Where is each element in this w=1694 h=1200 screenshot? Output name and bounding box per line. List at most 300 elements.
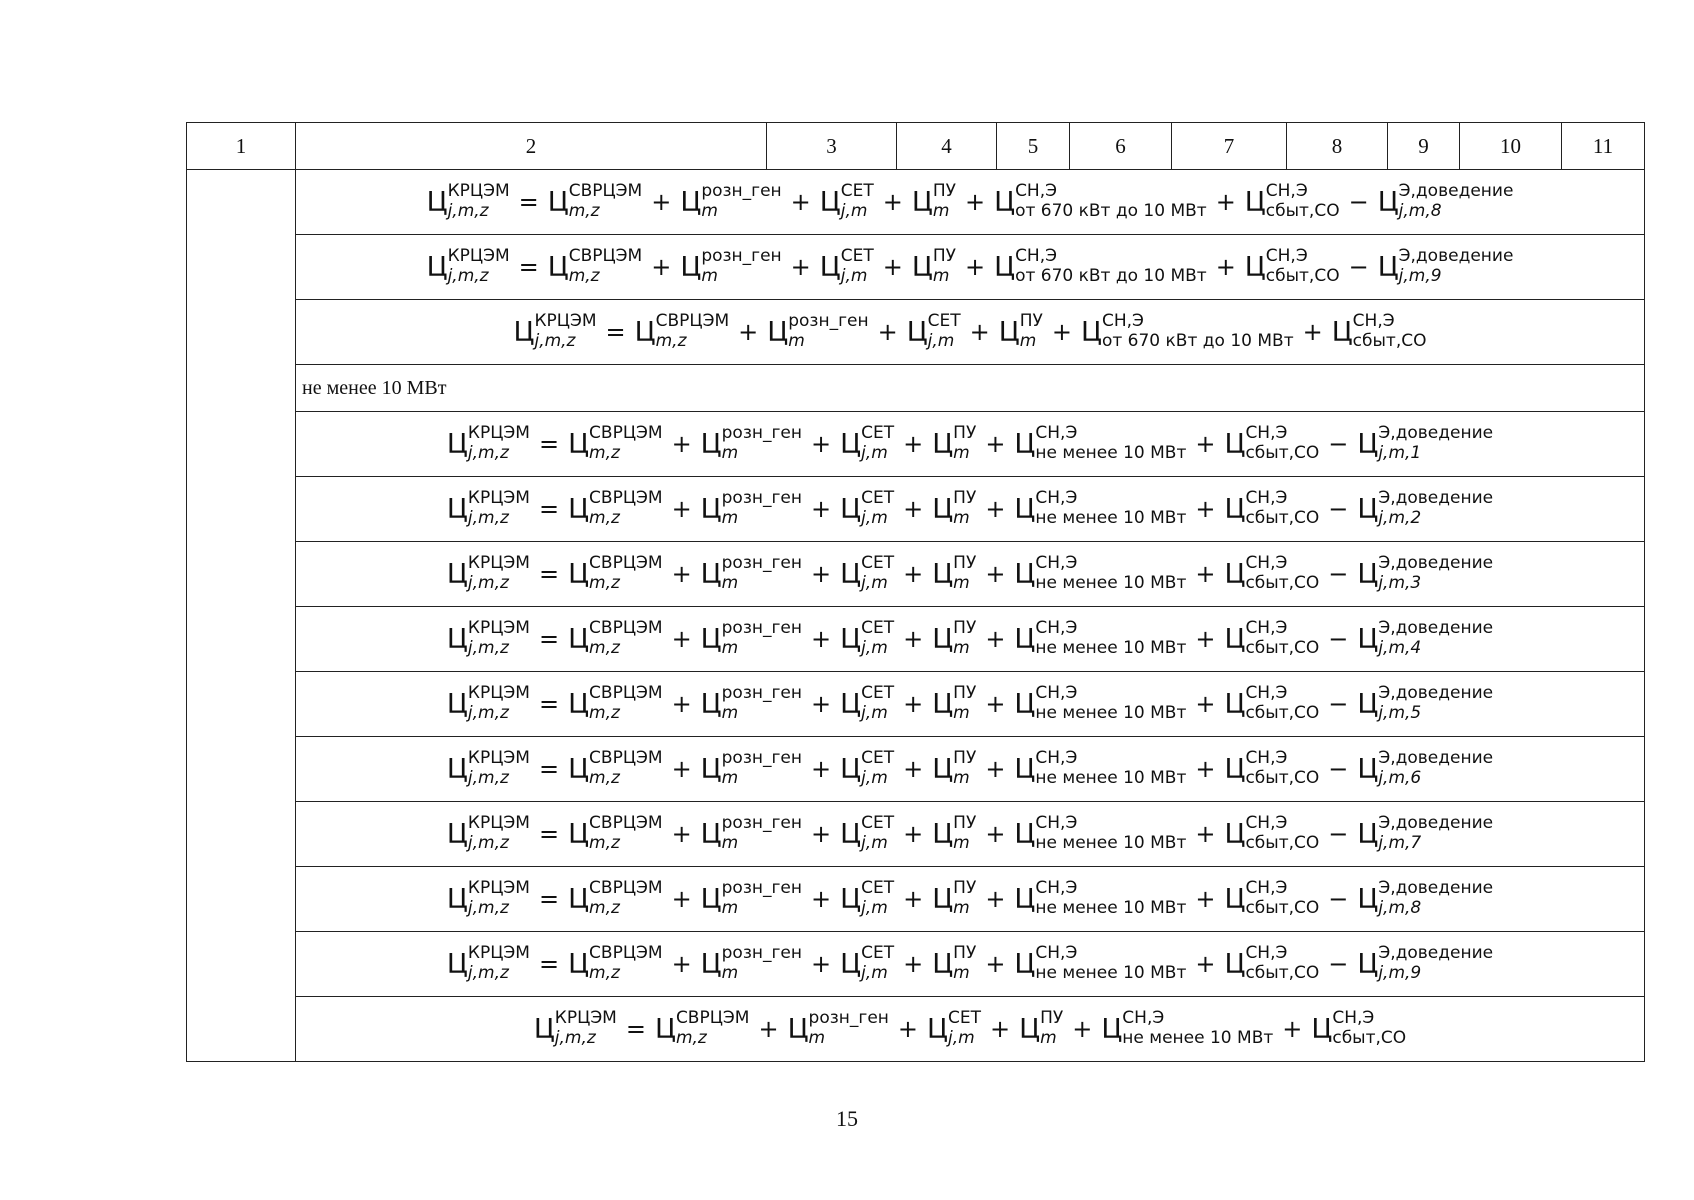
term-superscript: КРЦЭМ xyxy=(467,423,530,444)
formula-operator: + xyxy=(1215,253,1236,281)
term-subscript: j,m,6 xyxy=(1378,768,1422,788)
formula-term xyxy=(701,750,802,788)
header-cell: 9 xyxy=(1388,123,1460,170)
term-superscript: КРЦЭМ xyxy=(467,683,530,704)
term-indices xyxy=(1245,425,1319,463)
term-indices xyxy=(861,880,894,918)
term-superscript: СВРЦЭМ xyxy=(589,423,663,444)
term-superscript: розн_ген xyxy=(721,943,802,964)
formula xyxy=(444,685,1496,723)
formula xyxy=(444,425,1496,463)
term-indices xyxy=(1378,490,1493,528)
term-indices xyxy=(1378,945,1493,983)
price-symbol: Ц xyxy=(1081,316,1102,348)
formula-operator: = xyxy=(518,188,539,216)
formula-operator: = xyxy=(538,430,560,458)
term-indices xyxy=(722,620,802,658)
term-indices xyxy=(948,1010,981,1048)
term-indices xyxy=(589,490,663,528)
formula-term xyxy=(1224,750,1319,788)
price-symbol: Ц xyxy=(1014,493,1036,525)
term-superscript: СВРЦЭМ xyxy=(568,181,643,202)
price-symbol: Ц xyxy=(840,753,862,785)
term-subscript: от 670 кВт до 10 МВт xyxy=(1015,266,1207,286)
term-indices xyxy=(589,685,663,723)
price-symbol: Ц xyxy=(819,251,841,283)
term-indices xyxy=(1245,880,1319,918)
term-superscript: СЕТ xyxy=(861,813,895,834)
price-symbol: Ц xyxy=(932,493,954,525)
price-symbol: Ц xyxy=(1224,623,1246,655)
tariff-table xyxy=(186,122,1645,1062)
term-subscript: j,m,z xyxy=(467,963,509,983)
formula-term xyxy=(912,183,956,221)
term-superscript: СН,Э xyxy=(1245,813,1288,834)
formula-operator: + xyxy=(1195,885,1216,913)
term-indices xyxy=(701,183,781,221)
term-subscript: m xyxy=(953,833,970,853)
term-superscript: СЕТ xyxy=(861,618,895,639)
term-subscript: m,z xyxy=(589,963,620,983)
term-subscript: сбыт,СО xyxy=(1245,963,1320,983)
term-subscript: m xyxy=(953,638,970,658)
term-subscript: j,m xyxy=(861,898,888,918)
formula-term xyxy=(568,555,663,593)
term-subscript: не менее 10 МВт xyxy=(1035,703,1187,723)
price-symbol: Ц xyxy=(1224,428,1246,460)
header-row xyxy=(187,123,1645,170)
term-subscript: не менее 10 МВт xyxy=(1035,833,1187,853)
formula-row xyxy=(187,170,1645,235)
term-superscript: СВРЦЭМ xyxy=(589,943,663,964)
formula-term xyxy=(932,750,976,788)
formula-term xyxy=(568,490,663,528)
formula-term xyxy=(932,815,976,853)
term-indices xyxy=(1378,425,1493,463)
term-superscript: ПУ xyxy=(953,488,977,509)
term-subscript: j,m xyxy=(840,266,868,286)
term-superscript: СН,Э xyxy=(1035,813,1078,834)
formula-term xyxy=(1014,490,1186,528)
price-symbol: Ц xyxy=(446,688,468,720)
formula-operator: + xyxy=(985,690,1006,718)
term-subscript: j,m,z xyxy=(467,833,509,853)
price-symbol: Ц xyxy=(1224,688,1246,720)
formula-operator: + xyxy=(671,885,692,913)
formula-term xyxy=(447,750,530,788)
term-indices xyxy=(722,555,802,593)
price-symbol: Ц xyxy=(700,558,722,590)
formula-operator: + xyxy=(985,625,1006,653)
term-superscript: СН,Э xyxy=(1035,423,1078,444)
formula-term xyxy=(1378,183,1514,221)
term-subscript: m,z xyxy=(568,201,600,221)
formula-operator: + xyxy=(1195,755,1216,783)
term-superscript: Э,доведение xyxy=(1378,878,1494,899)
term-superscript: Э,доведение xyxy=(1378,683,1494,704)
term-subscript: сбыт,СО xyxy=(1332,1028,1407,1048)
formula-cell xyxy=(296,542,1645,607)
term-subscript: m xyxy=(701,201,718,221)
term-subscript: m xyxy=(1019,331,1037,351)
term-superscript: Э,доведение xyxy=(1378,618,1494,639)
formula-term xyxy=(932,880,976,918)
header-cell: 3 xyxy=(767,123,897,170)
price-symbol: Ц xyxy=(513,316,535,348)
price-symbol: Ц xyxy=(840,493,862,525)
term-indices xyxy=(722,815,802,853)
price-symbol: Ц xyxy=(1357,948,1379,980)
formula xyxy=(444,945,1496,983)
term-superscript: СН,Э xyxy=(1245,683,1288,704)
formula xyxy=(424,248,1517,286)
formula-term xyxy=(701,945,802,983)
formula-operator: + xyxy=(1195,950,1216,978)
term-superscript: Э,доведение xyxy=(1378,488,1494,509)
formula-operator: + xyxy=(903,950,924,978)
term-superscript: КРЦЭМ xyxy=(447,246,510,267)
formula-term xyxy=(840,945,894,983)
formula-term xyxy=(701,425,802,463)
term-subscript: сбыт,СО xyxy=(1245,768,1320,788)
term-superscript: розн_ген xyxy=(721,813,802,834)
formula-operator: = xyxy=(538,690,560,718)
header-cell: 6 xyxy=(1070,123,1172,170)
term-indices xyxy=(468,945,530,983)
formula-term xyxy=(840,685,894,723)
term-subscript: не менее 10 МВт xyxy=(1035,898,1187,918)
term-superscript: КРЦЭМ xyxy=(467,618,530,639)
formula xyxy=(444,880,1496,918)
term-superscript: СВРЦЭМ xyxy=(589,748,663,769)
term-superscript: СН,Э xyxy=(1265,181,1308,202)
formula-term xyxy=(447,945,530,983)
term-subscript: m,z xyxy=(568,266,600,286)
formula-operator: + xyxy=(985,950,1006,978)
term-indices xyxy=(1378,555,1493,593)
term-indices xyxy=(1399,183,1514,221)
formula-term xyxy=(840,815,894,853)
header-cell: 10 xyxy=(1460,123,1562,170)
term-superscript: СН,Э xyxy=(1245,553,1288,574)
price-symbol: Ц xyxy=(426,186,448,218)
term-subscript: j,m,z xyxy=(467,508,509,528)
term-superscript: КРЦЭМ xyxy=(554,1008,617,1029)
formula-term xyxy=(701,490,802,528)
term-superscript: СВРЦЭМ xyxy=(589,618,663,639)
formula-cell xyxy=(296,802,1645,867)
formula-operator: + xyxy=(811,950,832,978)
formula-term xyxy=(635,313,730,351)
formula-term xyxy=(907,313,961,351)
term-subscript: m,z xyxy=(589,703,620,723)
term-subscript: m,z xyxy=(589,833,620,853)
formula-term xyxy=(534,1010,617,1048)
price-symbol: Ц xyxy=(906,316,928,348)
term-superscript: розн_ген xyxy=(788,311,869,332)
term-superscript: СН,Э xyxy=(1035,878,1078,899)
formula-row xyxy=(187,235,1645,300)
price-symbol: Ц xyxy=(1224,493,1246,525)
formula-operator: + xyxy=(671,820,692,848)
formula-term xyxy=(1224,490,1319,528)
formula-term xyxy=(447,425,530,463)
header-cell: 2 xyxy=(296,123,767,170)
formula-operator: + xyxy=(651,253,672,281)
term-subscript: m xyxy=(701,266,718,286)
term-subscript: сбыт,СО xyxy=(1245,443,1320,463)
term-indices xyxy=(1245,685,1319,723)
formula-operator: + xyxy=(671,625,692,653)
formula-term xyxy=(1224,815,1319,853)
term-indices xyxy=(468,555,530,593)
formula-row xyxy=(187,542,1645,607)
formula-operator: − xyxy=(1328,560,1349,588)
term-subscript: j,m xyxy=(861,638,888,658)
price-symbol: Ц xyxy=(446,948,468,980)
term-indices xyxy=(1378,620,1493,658)
formula-operator: − xyxy=(1328,950,1349,978)
formula-operator: + xyxy=(671,495,692,523)
formula-operator: + xyxy=(811,495,832,523)
price-symbol: Ц xyxy=(840,818,862,850)
term-superscript: СЕТ xyxy=(947,1008,981,1029)
term-subscript: m xyxy=(788,331,805,351)
formula-term xyxy=(1101,1010,1273,1048)
formula-term xyxy=(820,248,874,286)
formula-operator: − xyxy=(1328,690,1349,718)
formula-term xyxy=(912,248,956,286)
term-subscript: m xyxy=(721,833,739,853)
formula-row xyxy=(187,997,1645,1062)
term-indices xyxy=(1266,183,1340,221)
formula-term xyxy=(427,248,510,286)
price-symbol: Ц xyxy=(1331,316,1353,348)
price-symbol: Ц xyxy=(533,1013,555,1045)
formula-term xyxy=(840,880,894,918)
formula-term xyxy=(447,685,530,723)
formula-term xyxy=(680,248,781,286)
term-superscript: СН,Э xyxy=(1035,683,1078,704)
term-superscript: КРЦЭМ xyxy=(467,813,530,834)
term-indices xyxy=(953,815,976,853)
price-symbol: Ц xyxy=(1224,818,1246,850)
formula-term xyxy=(1224,685,1319,723)
formula-cell xyxy=(296,412,1645,477)
formula-term xyxy=(1014,880,1186,918)
term-subscript: сбыт,СО xyxy=(1245,898,1320,918)
term-subscript: m xyxy=(721,963,739,983)
formula-term xyxy=(820,183,874,221)
term-superscript: СЕТ xyxy=(840,181,874,202)
formula-operator: = xyxy=(538,495,560,523)
term-subscript: j,m xyxy=(861,573,888,593)
formula-operator: + xyxy=(671,950,692,978)
term-indices xyxy=(676,1010,750,1048)
term-subscript: m xyxy=(721,638,739,658)
header-cell: 5 xyxy=(997,123,1070,170)
term-subscript: j,m xyxy=(861,508,888,528)
term-subscript: не менее 10 МВт xyxy=(1035,638,1187,658)
term-superscript: КРЦЭМ xyxy=(467,878,530,899)
price-symbol: Ц xyxy=(446,558,468,590)
term-indices xyxy=(1399,248,1514,286)
term-indices xyxy=(861,685,894,723)
formula xyxy=(444,620,1496,658)
price-symbol: Ц xyxy=(1377,186,1399,218)
formula-term xyxy=(427,183,510,221)
formula-term xyxy=(701,815,802,853)
term-indices xyxy=(861,490,894,528)
term-subscript: m xyxy=(721,768,739,788)
term-subscript: j,m,z xyxy=(467,573,509,593)
formula-row xyxy=(187,672,1645,737)
term-indices xyxy=(953,425,976,463)
price-symbol: Ц xyxy=(1357,753,1379,785)
formula-cell xyxy=(296,932,1645,997)
formula-term xyxy=(568,685,663,723)
term-subscript: j,m xyxy=(861,963,888,983)
formula-term xyxy=(548,248,643,286)
formula-operator: + xyxy=(1282,1015,1303,1043)
term-indices xyxy=(569,183,643,221)
formula-term xyxy=(1014,945,1186,983)
term-subscript: j,m,3 xyxy=(1378,573,1422,593)
formula-cell xyxy=(296,997,1645,1062)
formula-operator: + xyxy=(964,188,986,216)
term-superscript: СН,Э xyxy=(1035,618,1078,639)
price-symbol: Ц xyxy=(1224,558,1246,590)
formula-term xyxy=(701,685,802,723)
term-superscript: СН,Э xyxy=(1245,943,1288,964)
term-subscript: m xyxy=(721,443,739,463)
price-symbol: Ц xyxy=(568,623,590,655)
formula-operator: + xyxy=(903,885,924,913)
term-superscript: СН,Э xyxy=(1245,423,1288,444)
term-indices xyxy=(861,945,894,983)
term-superscript: ПУ xyxy=(953,423,977,444)
term-subscript: сбыт,СО xyxy=(1245,508,1320,528)
formula-cell xyxy=(296,170,1645,235)
formula-cell xyxy=(296,477,1645,542)
term-superscript: СВРЦЭМ xyxy=(589,553,663,574)
term-superscript: СЕТ xyxy=(861,683,895,704)
term-indices xyxy=(468,880,530,918)
header-cell: 4 xyxy=(897,123,997,170)
price-symbol: Ц xyxy=(1357,493,1379,525)
term-indices xyxy=(448,183,510,221)
term-superscript: Э,доведение xyxy=(1378,748,1494,769)
term-superscript: КРЦЭМ xyxy=(467,553,530,574)
formula-operator: = xyxy=(605,318,626,346)
term-indices xyxy=(1035,620,1186,658)
term-indices xyxy=(953,750,976,788)
formula-operator: − xyxy=(1348,253,1369,281)
price-symbol: Ц xyxy=(568,753,590,785)
formula-term xyxy=(1357,620,1493,658)
term-indices xyxy=(953,685,976,723)
formula-operator: = xyxy=(625,1015,646,1043)
term-superscript: СН,Э xyxy=(1035,553,1078,574)
formula-operator: + xyxy=(985,885,1006,913)
term-indices xyxy=(1102,313,1294,351)
formula-operator: − xyxy=(1328,885,1349,913)
term-indices xyxy=(1245,490,1319,528)
term-superscript: розн_ген xyxy=(721,748,802,769)
price-symbol: Ц xyxy=(1377,251,1399,283)
term-indices xyxy=(569,248,643,286)
formula-term xyxy=(514,313,597,351)
formula-operator: + xyxy=(903,560,924,588)
term-indices xyxy=(722,685,802,723)
term-subscript: не менее 10 МВт xyxy=(1035,508,1187,528)
term-superscript: СЕТ xyxy=(861,748,895,769)
term-superscript: розн_ген xyxy=(721,618,802,639)
term-superscript: СВРЦЭМ xyxy=(568,246,643,267)
term-superscript: СЕТ xyxy=(840,246,874,267)
term-indices xyxy=(1015,183,1207,221)
formula-term xyxy=(680,183,781,221)
term-indices xyxy=(861,425,894,463)
formula-operator: + xyxy=(811,560,832,588)
formula-row xyxy=(187,802,1645,867)
price-symbol: Ц xyxy=(700,948,722,980)
formula-term xyxy=(568,815,663,853)
price-symbol: Ц xyxy=(994,251,1016,283)
price-symbol: Ц xyxy=(819,186,841,218)
price-symbol: Ц xyxy=(700,753,722,785)
price-symbol: Ц xyxy=(568,883,590,915)
price-symbol: Ц xyxy=(1357,818,1379,850)
term-subscript: сбыт,СО xyxy=(1245,703,1320,723)
term-indices xyxy=(861,750,894,788)
price-symbol: Ц xyxy=(932,818,954,850)
formula-operator: + xyxy=(651,188,672,216)
term-subscript: m,z xyxy=(589,898,620,918)
price-symbol: Ц xyxy=(911,186,933,218)
formula-term xyxy=(568,880,663,918)
formula-term xyxy=(840,425,894,463)
header-cell: 8 xyxy=(1287,123,1388,170)
term-subscript: сбыт,СО xyxy=(1245,638,1320,658)
term-indices xyxy=(589,555,663,593)
term-subscript: j,m,z xyxy=(467,443,509,463)
term-subscript: j,m,z xyxy=(554,1028,596,1048)
term-indices xyxy=(589,620,663,658)
term-subscript: m xyxy=(953,963,970,983)
formula-operator: + xyxy=(811,690,832,718)
price-symbol: Ц xyxy=(568,558,590,590)
header-cell: 7 xyxy=(1172,123,1287,170)
term-indices xyxy=(722,490,802,528)
term-subscript: сбыт,СО xyxy=(1265,201,1340,221)
formula-term xyxy=(447,555,530,593)
term-superscript: Э,доведение xyxy=(1378,813,1494,834)
term-indices xyxy=(953,620,976,658)
term-superscript: СЕТ xyxy=(861,878,895,899)
price-symbol: Ц xyxy=(840,883,862,915)
formula-operator: − xyxy=(1328,755,1349,783)
term-superscript: СЕТ xyxy=(861,488,895,509)
term-indices xyxy=(468,425,530,463)
term-subscript: j,m xyxy=(861,443,888,463)
term-superscript: СН,Э xyxy=(1015,181,1057,202)
term-indices xyxy=(1035,555,1186,593)
term-indices xyxy=(1245,620,1319,658)
price-symbol: Ц xyxy=(700,688,722,720)
term-indices xyxy=(1035,685,1186,723)
formula-term xyxy=(1019,1010,1063,1048)
